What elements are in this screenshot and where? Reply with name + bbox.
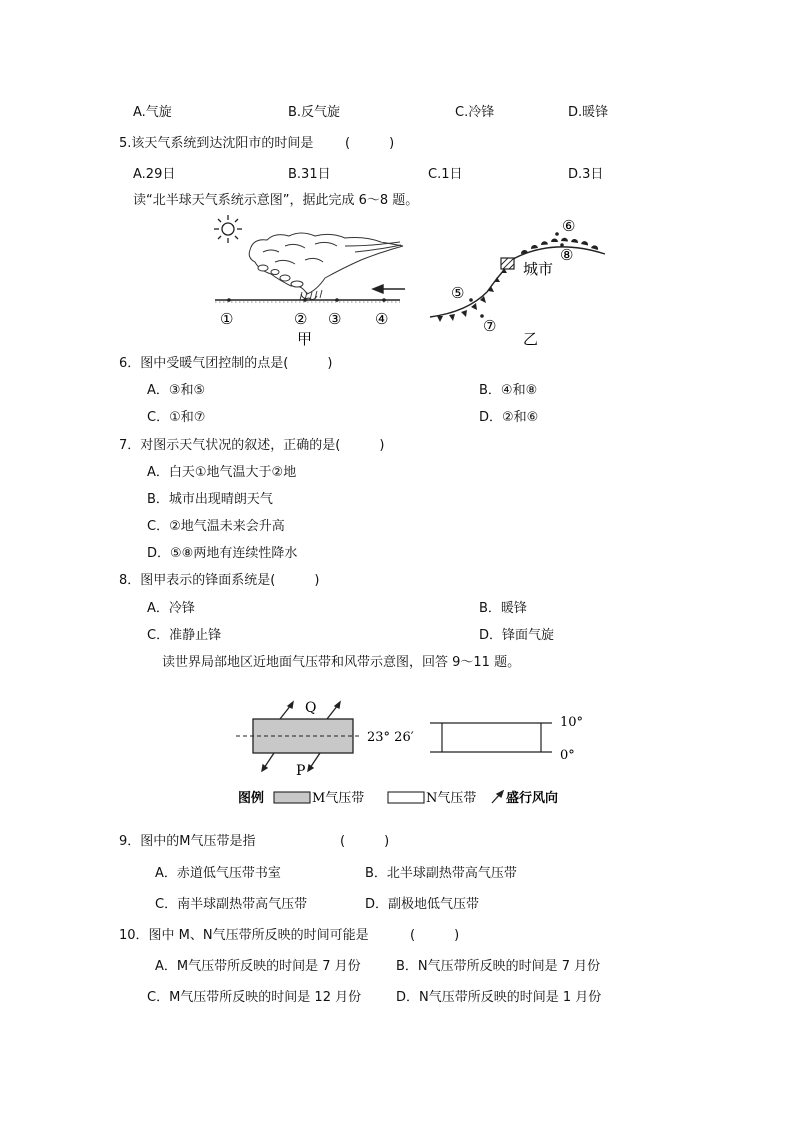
q4-option-c: C.冷锋 <box>455 105 495 120</box>
latitude-bottom-label: 0° <box>560 748 575 763</box>
intro-weather-system: 读“北半球天气系统示意图”，据此完成 6～8 题。 <box>133 193 419 208</box>
q6-stem: 6．图中受暖气团控制的点是( ) <box>119 356 333 371</box>
q4-option-b: B.反气旋 <box>288 105 341 120</box>
figure-yi-label: 乙 <box>523 330 539 348</box>
intro-pressure-belts: 读世界局部地区近地面气压带和风带示意图，回答 9～11 题。 <box>162 655 521 670</box>
city-label: 城市 <box>523 260 554 278</box>
q8-option-b: B．暖锋 <box>479 601 527 616</box>
pressure-belt-figure <box>230 695 590 810</box>
q5-blank: ( ) <box>345 136 395 151</box>
q5-option-c: C.1日 <box>428 167 463 182</box>
q8-stem: 8．图甲表示的锋面系统是( ) <box>119 573 320 588</box>
city-icon <box>501 258 514 269</box>
figure-jia-label: 甲 <box>297 330 313 348</box>
q5-option-d: D.3日 <box>568 167 604 182</box>
n-pressure-belt <box>430 723 552 752</box>
point-1-label: ① <box>220 310 234 328</box>
q-label: Q <box>305 700 317 716</box>
legend-title: 图例 <box>238 791 265 806</box>
q4-option-a: A.气旋 <box>133 105 172 120</box>
legend-m-label: M气压带 <box>312 791 365 806</box>
q7-option-a: A．白天①地气温大于②地 <box>147 465 297 480</box>
point-7-label: ⑦ <box>483 317 497 335</box>
q10-option-b: B．N气压带所反映的时间是 7 月份 <box>396 959 601 974</box>
wind-arrow-icon <box>373 285 405 293</box>
point-3-label: ③ <box>328 310 342 328</box>
q8-option-c: C．准静止锋 <box>147 628 222 643</box>
q10-blank: ( ) <box>410 928 460 943</box>
q6-option-a: A．③和⑤ <box>147 383 206 398</box>
point-4-label: ④ <box>375 310 389 328</box>
legend-n-swatch <box>388 792 424 803</box>
q5-option-b: B.31日 <box>288 167 331 182</box>
q5-option-a: A.29日 <box>133 167 176 182</box>
ground-line <box>215 300 400 302</box>
q10-option-d: D．N气压带所反映的时间是 1 月份 <box>396 990 602 1005</box>
q4-option-d: D.暖锋 <box>568 105 609 120</box>
point-5-label: ⑤ <box>451 284 465 302</box>
q7-option-b: B．城市出现晴朗天气 <box>147 492 273 507</box>
q6-option-b: B．④和⑧ <box>479 383 538 398</box>
weather-system-figure <box>205 212 615 352</box>
q7-stem: 7．对图示天气状况的叙述，正确的是( ) <box>119 438 385 453</box>
q5-stem: 5.该天气系统到达沈阳市的时间是 <box>119 136 314 151</box>
q10-stem: 10．图中 M、N气压带所反映的时间可能是 <box>119 928 369 943</box>
q6-option-c: C．①和⑦ <box>147 410 206 425</box>
q9-option-d: D．副极地低气压带 <box>365 897 480 912</box>
point-2-label: ② <box>294 310 308 328</box>
sun-icon <box>214 215 242 243</box>
q9-option-c: C．南半球副热带高气压带 <box>155 897 308 912</box>
q10-option-a: A．M气压带所反映的时间是 7 月份 <box>155 959 361 974</box>
front-curve <box>430 247 605 317</box>
q7-option-c: C．②地气温未来会升高 <box>147 519 285 534</box>
q6-option-d: D．②和⑥ <box>479 410 539 425</box>
q9-blank: ( ) <box>340 834 390 849</box>
q9-stem: 9．图中的M气压带是指 <box>119 834 256 849</box>
point-8-label: ⑧ <box>560 246 574 264</box>
point-6-label: ⑥ <box>562 217 576 235</box>
q10-option-c: C．M气压带所反映的时间是 12 月份 <box>147 990 362 1005</box>
q8-option-d: D．锋面气旋 <box>479 628 555 643</box>
q9-option-a: A．赤道低气压带书室 <box>155 866 281 881</box>
legend-n-label: N气压带 <box>426 791 477 806</box>
q9-option-b: B．北半球副热带高气压带 <box>365 866 517 881</box>
legend-wind-label: 盛行风向 <box>506 791 559 806</box>
latitude-top-label: 10° <box>560 715 584 730</box>
p-label: P <box>296 763 306 779</box>
legend-wind-arrow-icon <box>492 791 503 803</box>
legend-m-swatch <box>274 792 310 803</box>
latitude-mid-label: 23° 26′ <box>367 730 414 745</box>
q8-option-a: A．冷锋 <box>147 601 195 616</box>
q7-option-d: D．⑤⑧两地有连续性降水 <box>147 546 298 561</box>
